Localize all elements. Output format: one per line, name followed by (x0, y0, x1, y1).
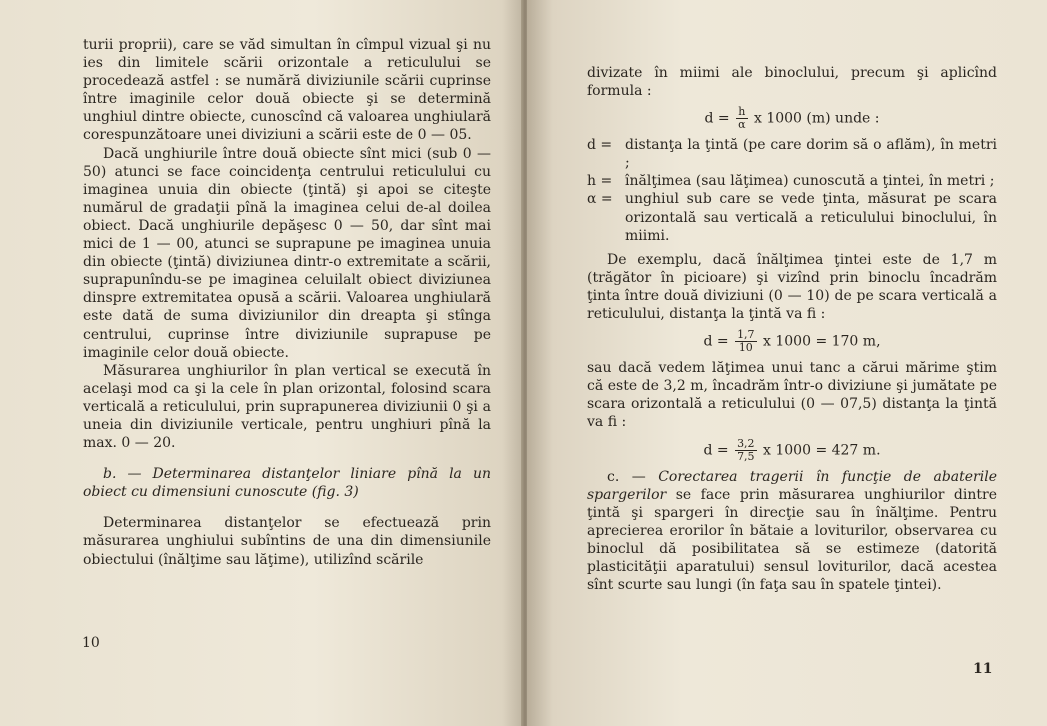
section-c-paragraph (587, 468, 997, 595)
section-heading-b: b. — Determinarea distanţelor liniare pînă la un obiect cu dimensiuni cunoscute (fig. 3) (83, 466, 491, 501)
formula-example-1 (587, 329, 997, 354)
paragraph: sau dacă vedem lăţimea unui tanc a cărui mărime ştim că este de 3,2 m, încadrăm într-o diviziune şi jumătate pe scara orizontală a reticulului (0 — 07,5) distanţa la ţintă va fi : (587, 360, 997, 431)
fraction-denominator: α (738, 118, 746, 132)
definition-symbol: d = (587, 137, 613, 154)
paragraph: divizate în miimi ale binoclului, precum şi aplicînd formula : (587, 65, 997, 100)
fraction-numerator: 1,7 (737, 328, 755, 342)
fraction-denominator: 10 (738, 341, 753, 355)
definition-item (587, 136, 997, 172)
formula-lhs: d = (703, 333, 729, 350)
section-c-heading: Corectarea tragerii în funcţie de abaterile spargerilor (587, 468, 997, 503)
right-page (527, 0, 1047, 726)
formula-lhs: d = (704, 110, 730, 127)
fraction-numerator: h (736, 106, 747, 119)
definition-text: unghiul sub care se vede ţinta, măsurat pe scara orizontală sau verticală a reticulului binoclului, în miimi. (625, 191, 997, 244)
definition-text: distanţa la ţintă (pe care dorim să o aflăm), în metri ; (625, 137, 997, 172)
fraction (736, 106, 747, 131)
formula-rhs: x 1000 = 427 m. (763, 442, 881, 458)
fraction (735, 438, 757, 463)
definition-text: înălţimea (sau lăţimea) cunoscută a ţintei, în metri ; (625, 173, 995, 190)
paragraph: Determinarea distanţelor se efectuează prin măsurarea unghiului subîntins de una din dimensiunile obiectului (înălţime sau lăţime), utilizînd scările (83, 515, 491, 568)
fraction-denominator: 7,5 (737, 449, 755, 463)
paragraph: turii proprii), care se văd simultan în cîmpul vizual şi nu ies din limitele scării orizontale a reticulului se procedează astfel : se numără diviziunile scării cuprinse între imaginile celor două obiecte şi se determină unghiul dintre obiecte, cunoscînd că valoarea unghiulară corespunzătoare unei diviziuni a scării este de 0 — 05. (83, 37, 491, 144)
definition-item (587, 172, 997, 190)
formula-distance (587, 106, 997, 131)
definition-item (587, 190, 997, 244)
paragraph: Dacă unghiurile între două obiecte sînt mici (sub 0 — 50) atunci se face coincidenţa centrului reticulului cu imaginea unuia din obiecte (ţintă) şi apoi se citeşte numărul de gradaţii pînă la imaginea celui de-al doilea obiect. Dacă unghiurile depăşesc 0 — 50, dar sînt mai mici de 1 — 00, atunci se suprapune pe imaginea unuia din obiecte (ţintă) diviziunea dintr-o extremitate a scării, suprapunîndu-se pe imaginea celuilalt obiect diviziunea dinspre extremitatea opusă a scării. Valoarea unghiulară este dată de suma diviziunilor din dreapta şi stînga centrului, cuprinse între diviziunile suprapuse pe imaginile celor două obiecte. (83, 145, 491, 361)
definition-symbol: α = (587, 191, 613, 208)
formula-lhs: d = (703, 442, 729, 458)
section-c-label: c. — (607, 468, 646, 485)
formula-rhs: x 1000 = 170 m, (763, 333, 881, 350)
page-number: 10 (82, 635, 100, 651)
fraction (735, 329, 757, 354)
right-page-text (587, 64, 997, 594)
section-c-text: se face prin măsurarea unghiurilor dintre ţintă şi spargeri în direcţie sau în înălţime. Pentru aprecierea erorilor în bătaie a loviturilor, observarea cu binoclul dă posibilitatea să se estimeze (datorită plasticităţii aparatului) sensul loviturilor, dacă acestea sînt scurte sau lungi (în faţa sau în spatele ţintei). (587, 486, 997, 594)
formula-example-2 (587, 438, 997, 463)
definition-symbol: h = (587, 173, 613, 190)
page-number: 11 (973, 661, 993, 677)
left-page-text (83, 36, 491, 569)
formula-rhs: x 1000 (m) unde : (753, 110, 880, 127)
left-page (0, 0, 523, 726)
paragraph: Măsurarea unghiurilor în plan vertical se execută în acelaşi mod ca şi la cele în plan orizontal, folosind scara verticală a reticulului, prin suprapunerea diviziunii 0 şi a uneia din diviziunile verticale, pentru unghiuri pînă la max. 0 — 20. (83, 362, 491, 452)
paragraph: De exemplu, dacă înălţimea ţintei este de 1,7 m (trăgător în picioare) şi vizînd prin binoclu încadrăm ţinta între două diviziuni (0 — 10) de pe scara verticală a reticulului, distanţa la ţintă va fi : (587, 251, 997, 323)
fraction-numerator: 3,2 (737, 436, 755, 450)
